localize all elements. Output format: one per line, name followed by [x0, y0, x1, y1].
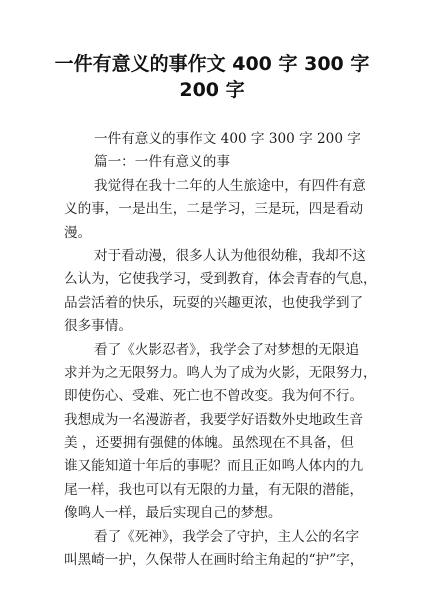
- text-line: 叫黑崎一护，久保带人在画时给主角起的“护”字，: [64, 552, 364, 569]
- text-line: 尾一样，我也可以有无限的力量，有无限的潜能，: [64, 481, 364, 498]
- text-line: 么认为，它使我学习，受到教育，体会青春的气息，: [64, 271, 377, 288]
- text-line: 很多事情。: [64, 318, 132, 335]
- text-line: 像鸣人一样，最后实现自己的梦想。: [64, 505, 282, 522]
- text-line: 求并为之无限努力。鸣人为了成为火影，无限努力，: [64, 364, 377, 381]
- text-line: 即使伤心、受难、死亡也不曾改变。我为何不行。: [64, 388, 364, 405]
- text-line: 我想成为一名漫游者，我要学好语数外史地政生音: [64, 411, 364, 428]
- text-line: 漫。: [64, 224, 92, 241]
- text-line: 看了《死神》，我学会了守护，主人公的名字: [94, 528, 360, 545]
- text-line: 谁又能知道十年后的事呢？而且正如鸣人体内的九: [64, 458, 364, 475]
- text-line: 美 ，还要拥有强健的体魄。虽然现在不具备，但: [64, 435, 354, 452]
- document-title-line-2: 200 字: [179, 79, 245, 101]
- document-body: [64, 128, 377, 572]
- text-line: 义的事，一是出生，二是学习，三是玩，四是看动: [64, 201, 364, 218]
- document-title-line-1: 一件有意义的事作文 400 字 300 字: [54, 53, 370, 75]
- text-line-section-heading: 篇一：一件有意义的事: [94, 154, 230, 171]
- text-line: 品尝活着的快乐，玩耍的兴趣更浓，也使我学到了: [64, 294, 364, 311]
- text-line: 我觉得在我十二年的人生旅途中，有四件有意: [94, 177, 366, 194]
- text-line: 看了《火影忍者》，我学会了对梦想的无限追: [94, 341, 360, 358]
- text-line: 对于看动漫，很多人认为他很幼稚，我却不这: [94, 247, 366, 264]
- text-line-subtitle: 一件有意义的事作文 400 字 300 字 200 字: [94, 131, 361, 147]
